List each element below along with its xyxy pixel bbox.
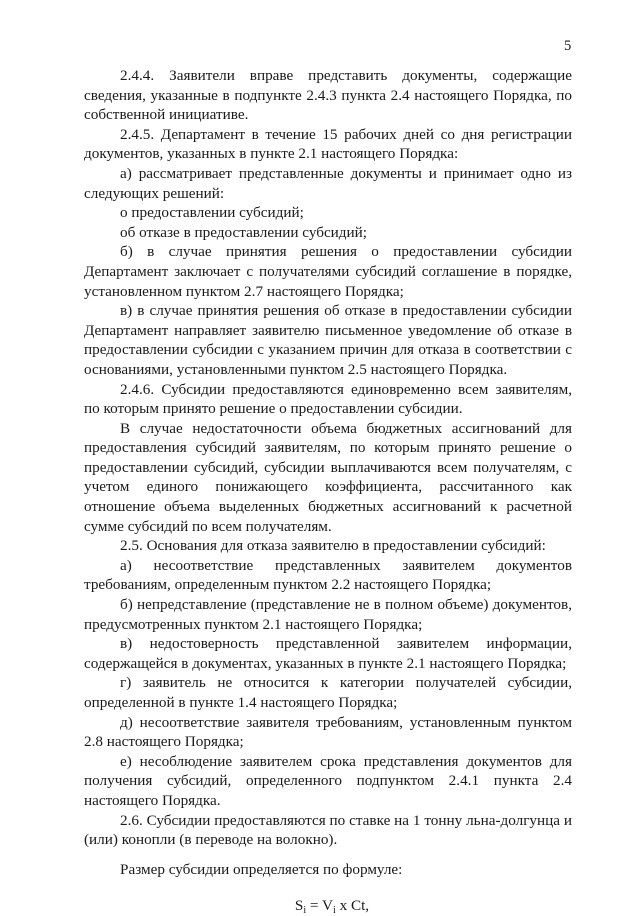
refusal-reason-g: г) заявитель не относится к категории получателей субсидии, определенной в пункте 1.4 настоящего Порядка; (84, 674, 572, 711)
formula-s-subscript: i (303, 905, 307, 916)
paragraph-2-4-5-a: а) рассматривает представленные документы и принимает одно из следующих решений: (84, 164, 572, 202)
document-body (84, 66, 572, 916)
decision-grant: о предоставлении субсидий; (120, 204, 304, 222)
paragraph-2-4-4: 2.4.4. Заявители вправе представить документы, содержащие сведения, указанные в подпункте 2.4.3 пункта 2.4 настоящего Порядка, по собственной инициативе. (84, 67, 572, 124)
formula-v-subscript: i (332, 905, 336, 916)
formula-equals: = (306, 897, 323, 915)
paragraph-2-4-5: 2.4.5. Департамент в течение 15 рабочих дней со дня регистрации документов, указанных в пункте 2.1 настоящего Порядка: (84, 125, 572, 163)
formula-times-ct: x Ct, (335, 897, 370, 915)
paragraph-2-5: 2.5. Основания для отказа заявителю в предоставлении субсидий: (120, 537, 546, 555)
formula-v: V (322, 897, 333, 915)
decision-refuse: об отказе в предоставлении субсидий; (120, 223, 368, 241)
paragraph-insufficient-funds: В случае недостаточности объема бюджетных ассигнований для предоставления субсидий заявителям, по которым принято решение о предоставлении субсидий, субсидии выплачиваются всем получателям, с учетом единого понижающего коэффициента, рассчитанного как отношение объема выделенных бюджетных ассигнований к расчетной сумме субсидий по всем получателям. (84, 419, 572, 535)
paragraph-2-6: 2.6. Субсидии предоставляются по ставке на 1 тонну льна-долгунца и (или) конопли (в переводе на волокно). (84, 811, 572, 849)
refusal-reason-e: е) несоблюдение заявителем срока представления документов для получения субсидий, определенного подпунктом 2.4.1 пункта 2.4 настоящего Порядка. (84, 752, 572, 809)
refusal-reason-a: а) несоответствие представленных заявителем документов требованиям, определенным пунктом 2.2 настоящего Порядка; (84, 556, 572, 594)
page-number: 5 (564, 38, 572, 54)
formula-s: S (294, 897, 304, 915)
formula-intro: Размер субсидии определяется по формуле: (120, 860, 403, 878)
subsidy-formula (84, 896, 572, 916)
paragraph-2-4-6: 2.4.6. Субсидии предоставляются единовременно всем заявителям, по которым принято решение о предоставлении субсидии. (84, 380, 572, 418)
paragraph-2-4-5-b: б) в случае принятия решения о предоставлении субсидии Департамент заключает с получателями субсидий соглашение в порядке, установленном пунктом 2.7 настоящего Порядка; (84, 243, 572, 300)
paragraph-2-4-5-v: в) в случае принятия решения об отказе в предоставлении субсидии Департамент направляет заявителю письменное уведомление об отказе в предоставлении субсидии с указанием причин для отказа в соответствии с основаниями, установленными пунктом 2.5 настоящего Порядка. (84, 302, 572, 378)
refusal-reason-d: д) несоответствие заявителя требованиям, установленным пунктом 2.8 настоящего Порядка; (84, 713, 572, 751)
refusal-reason-b: б) непредставление (представление не в полном объеме) документов, предусмотренных пунктом 2.1 настоящего Порядка; (84, 596, 572, 633)
refusal-reason-v: в) недостоверность представленной заявителем информации, содержащейся в документах, указанных в пункте 2.1 настоящего Порядка; (84, 635, 572, 672)
